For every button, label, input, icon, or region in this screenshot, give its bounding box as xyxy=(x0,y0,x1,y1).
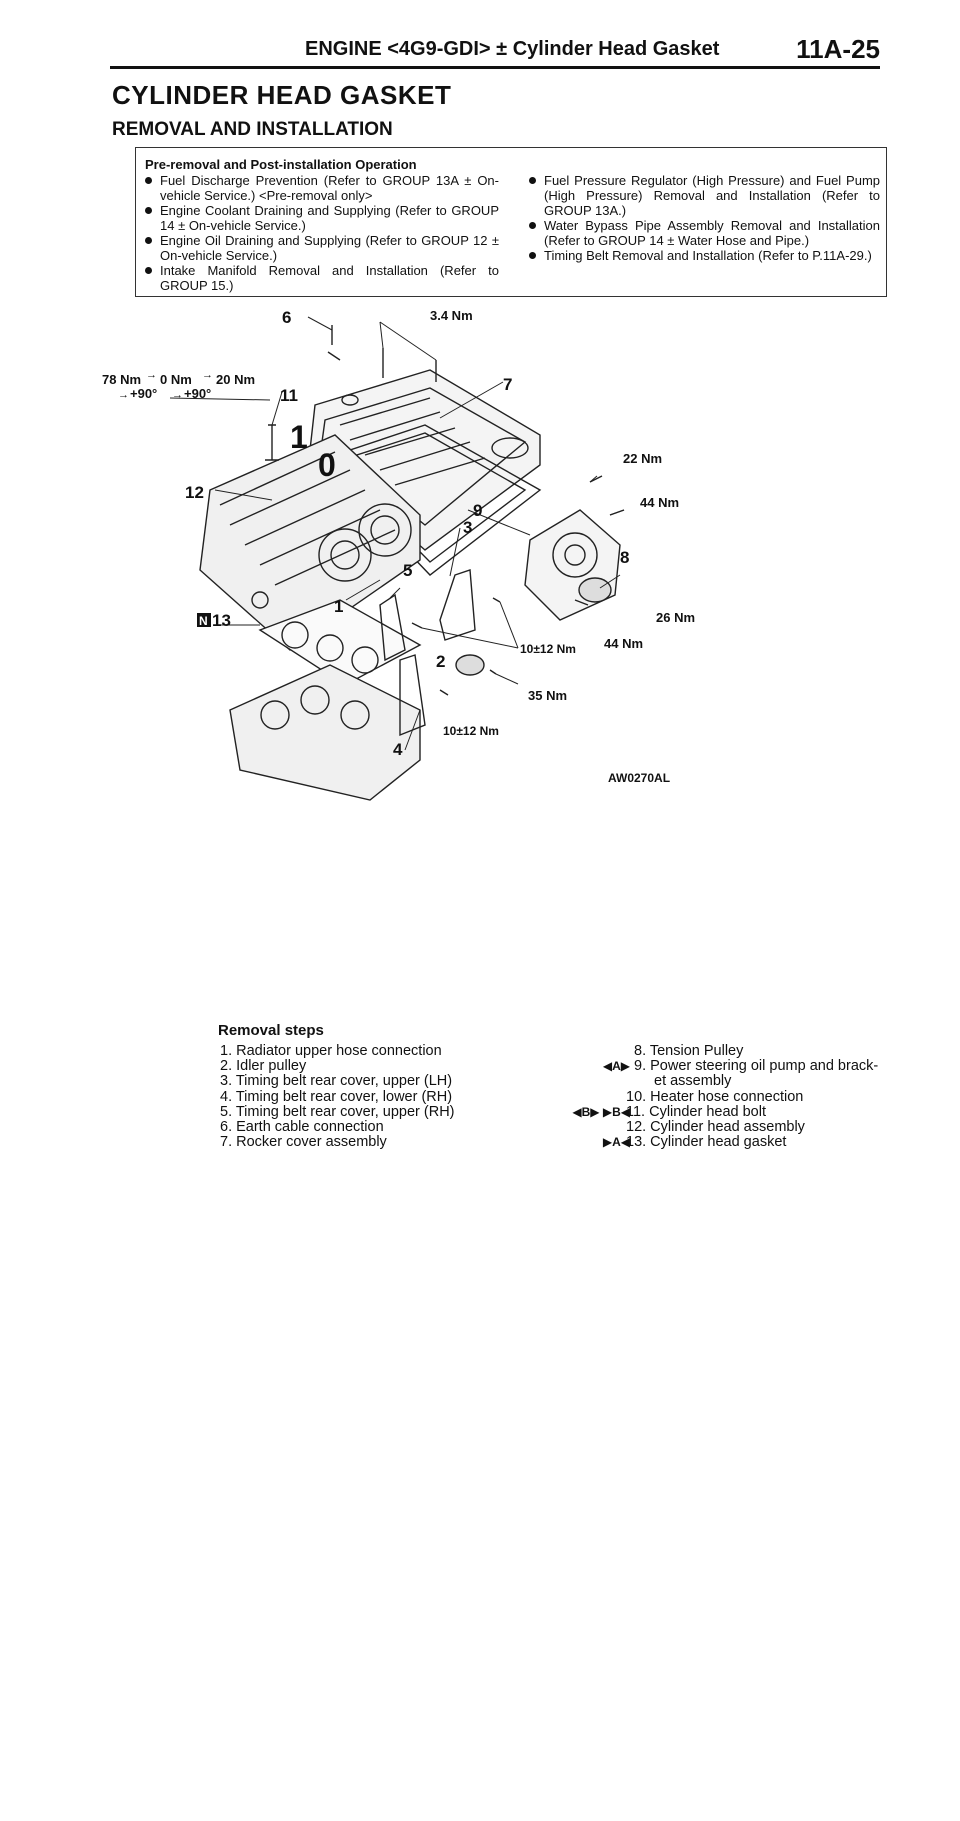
bullet-icon xyxy=(529,252,536,259)
section-title: CYLINDER HEAD GASKET xyxy=(112,80,452,110)
torque-label: 78 Nm xyxy=(102,372,142,387)
header-rule xyxy=(110,66,880,69)
removal-step: 3. Timing belt rear cover, upper (LH) xyxy=(220,1073,453,1090)
figure-code: AW0270AL xyxy=(608,771,671,785)
power-steering-pump-drawing xyxy=(525,510,620,620)
removal-step: 5. Timing belt rear cover, upper (RH) xyxy=(220,1103,455,1120)
bullet-icon xyxy=(145,237,152,244)
pre-removal-item: Engine Oil Draining and Supplying (Refer to GROUP 12 ± On-vehicle Service.) xyxy=(144,233,499,263)
part-number-4: 4 xyxy=(393,740,403,759)
torque-label: 20 Nm xyxy=(216,372,256,387)
torque-label: +90° xyxy=(130,386,158,401)
part-number-10-digit-1: 1 xyxy=(290,419,308,455)
earth-cable-drawing xyxy=(328,325,340,360)
part-number-12: 12 xyxy=(185,483,204,502)
arrow-icon: → xyxy=(146,369,157,381)
subsection-title: REMOVAL AND INSTALLATION xyxy=(112,119,393,140)
torque-label: 10±12 Nm xyxy=(520,642,576,656)
service-point-mark: ▶A◀ xyxy=(602,1135,630,1150)
pre-removal-item: Intake Manifold Removal and Installation (Refer to GROUP 15.) xyxy=(144,263,499,293)
torque-label: 3.4 Nm xyxy=(430,308,473,323)
part-number-10-digit-0: 0 xyxy=(318,447,336,483)
removal-step: 4. Timing belt rear cover, lower (RH) xyxy=(220,1088,453,1105)
part-number-8: 8 xyxy=(620,548,630,567)
part-number-7: 7 xyxy=(503,375,513,394)
removal-steps-right xyxy=(500,1044,880,1150)
pre-removal-item: Water Bypass Pipe Assembly Removal and Installation (Refer to GROUP 14 ± Water Hose and Pipe.) xyxy=(528,218,880,248)
removal-step: 2. Idler pulley xyxy=(220,1058,307,1075)
head-bolt-drawing xyxy=(265,425,279,460)
bullet-icon xyxy=(529,222,536,229)
pre-removal-item: Fuel Pressure Regulator (High Pressure) and Fuel Pump (High Pressure) Removal and Installation (Refer to GROUP 13A.) xyxy=(528,173,880,218)
removal-step: 6. Earth cable connection xyxy=(220,1119,384,1136)
bullet-icon xyxy=(145,267,152,274)
torque-label: 26 Nm xyxy=(656,610,696,625)
bullet-icon xyxy=(145,177,152,184)
part-number-13: 13 xyxy=(212,611,231,630)
part-number-11: 11 xyxy=(280,386,298,405)
part-number-1: 1 xyxy=(334,597,344,616)
part-number-2: 2 xyxy=(436,652,446,671)
removal-step: ◀B▶ ▶B◀ 11. Cylinder head bolt xyxy=(572,1103,766,1120)
header-title: ENGINE <4G9-GDI> ± Cylinder Head Gasket xyxy=(305,38,720,60)
bullet-icon xyxy=(145,207,152,214)
torque-label: 44 Nm xyxy=(604,636,644,651)
page-header xyxy=(110,34,880,66)
part-number-3: 3 xyxy=(463,518,473,537)
arrow-icon: → xyxy=(118,389,129,401)
engine-block-drawing xyxy=(230,665,420,800)
bullet-icon xyxy=(529,177,536,184)
removal-step: 10. Heater hose connection xyxy=(626,1088,804,1105)
service-point-mark: ◀A▶ xyxy=(602,1059,630,1074)
pre-removal-item: Fuel Discharge Prevention (Refer to GROUP 13A ± On-vehicle Service.) <Pre-removal only> xyxy=(144,173,499,203)
exploded-view-diagram xyxy=(100,308,800,930)
torque-label: 0 Nm xyxy=(160,372,192,387)
torque-label: 10±12 Nm xyxy=(443,724,499,738)
rear-cover-upper-lh-drawing xyxy=(440,570,475,640)
torque-label: 35 Nm xyxy=(528,688,568,703)
removal-step: 8. Tension Pulley xyxy=(634,1043,744,1059)
part-number-9: 9 xyxy=(473,501,483,520)
tension-pulley-drawing xyxy=(579,578,611,602)
pre-removal-left-column xyxy=(144,173,499,293)
idler-pulley-drawing xyxy=(456,655,484,675)
torque-label: 22 Nm xyxy=(623,451,663,466)
part-number-6: 6 xyxy=(282,308,292,327)
removal-step: ▶A◀ 13. Cylinder head gasket xyxy=(602,1134,787,1151)
pre-removal-item: Engine Coolant Draining and Supplying (Refer to GROUP 14 ± On-vehicle Service.) xyxy=(144,203,499,233)
removal-step: et assembly xyxy=(654,1073,732,1090)
removal-step: 7. Rocker cover assembly xyxy=(220,1134,387,1151)
removal-steps-left xyxy=(220,1044,455,1150)
pre-removal-box xyxy=(135,147,887,297)
page-number: 11A-25 xyxy=(796,34,880,64)
arrow-icon: → xyxy=(202,369,213,381)
removal-step: 1. Radiator upper hose connection xyxy=(220,1043,442,1059)
removal-step: ◀A▶ 9. Power steering oil pump and brack- xyxy=(602,1058,879,1075)
removal-step: 12. Cylinder head assembly xyxy=(626,1118,805,1135)
pre-removal-item: Timing Belt Removal and Installation (Refer to P.11A-29.) xyxy=(528,248,880,263)
torque-label: 44 Nm xyxy=(640,495,680,510)
part-number-5: 5 xyxy=(403,561,413,580)
new-part-badge-letter: N xyxy=(199,614,208,628)
removal-steps-title: Removal steps xyxy=(218,1022,324,1039)
pre-removal-title: Pre-removal and Post-installation Operation xyxy=(145,157,417,172)
service-point-mark: ◀B▶ ▶B◀ xyxy=(572,1104,630,1119)
arrow-icon: → xyxy=(172,389,183,401)
torque-label: +90° xyxy=(184,386,212,401)
pre-removal-right-column xyxy=(528,173,880,263)
